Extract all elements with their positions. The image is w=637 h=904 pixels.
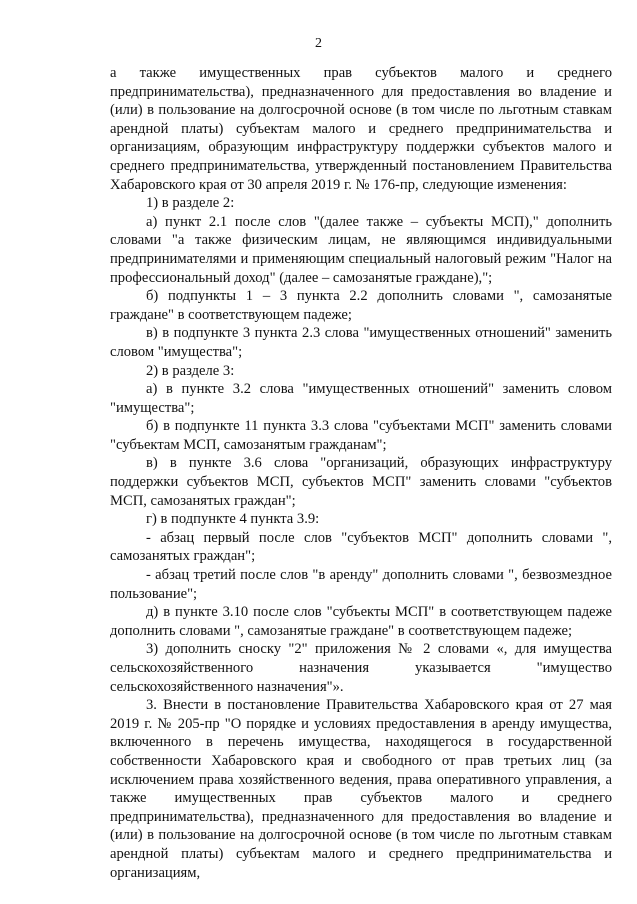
paragraph-item-2-1: а) пункт 2.1 после слов "(далее также – субъекты МСП)," дополнить словами "а также физическим лицам, не являющимся индивидуальными предпринимателями и применяющим специальный налоговый режим "Налог на профессиональный доход" (далее – самозанятые граждане),"; [110, 213, 612, 286]
page-number: 2 [315, 36, 322, 51]
paragraph-point-3: 3. Внести в постановление Правительства Хабаровского края от 27 мая 2019 г. № 205-пр "О порядке и условиях предоставления в аренду имущества, включенного в перечень имущества, находящегося в государственной собственности Хабаровского края и свободного от прав третьих лиц (за исключением права хозяйственного ведения, права оперативного управления, а также имущественных прав субъектов малого и среднего предпринимательства), предназначенного для предоставления во владение и (или) в пользование на долгосрочной основе (в том числе по льготным ставкам арендной платы) субъектам малого и среднего предпринимательства и организациям, [110, 697, 612, 881]
paragraph-item-3-6: в) в пункте 3.6 слова "организаций, образующих инфраструктуру поддержки субъектов МСП, субъектов МСП" заменить словами "субъектов МСП, самозанятых граждан"; [110, 455, 612, 509]
paragraph-item-3-2: а) в пункте 3.2 слова "имущественных отношений" заменить словом "имущества"; [110, 381, 612, 416]
paragraph-item-3-9-third: - абзац третий после слов "в аренду" дополнить словами ", безвозмездное пользование"; [110, 567, 612, 602]
paragraph-continuation: а также имущественных прав субъектов малого и среднего предпринимательства), предназначенного для предоставления во владение и (или) в пользование на долгосрочной основе (в том числе по льготным ставкам арендной платы) субъектам малого и среднего предпринимательства и организациям, образующим инфраструктуру поддержки субъектов малого и среднего предпринимательства, утвержденный постановлением Правительства Хабаровского края от 30 апреля 2019 г. № 176-пр, следующие изменения: [110, 65, 612, 193]
paragraph-item-2-2: б) подпункты 1 – 3 пункта 2.2 дополнить словами ", самозанятые граждане" в соответствующем падеже; [110, 288, 612, 323]
paragraph-item-3-9: г) в подпункте 4 пункта 3.9: [146, 511, 320, 528]
paragraph-item-3-3: б) в подпункте 11 пункта 3.3 слова "субъектами МСП" заменить словами "субъектам МСП, самозанятым гражданам"; [110, 418, 612, 453]
paragraph-item-3-10: д) в пункте 3.10 после слов "субъекты МСП" в соответствующем падеже дополнить словами ", самозанятые граждане" в соответствующем падеже; [110, 604, 612, 639]
paragraph-item-3-9-first: - абзац первый после слов "субъектов МСП" дополнить словами ", самозанятых граждан"; [110, 529, 612, 565]
paragraph-footnote-2: 3) дополнить сноску "2" приложения № 2 словами «, для имущества сельскохозяйственного назначения указывается "имущество сельскохозяйственного назначения"». [110, 641, 612, 695]
document-body [110, 64, 612, 882]
paragraph-item-2-3: в) в подпункте 3 пункта 2.3 слова "имущественных отношений" заменить словом "имущества"; [110, 325, 612, 360]
paragraph-section-3-heading: 2) в разделе 3: [146, 362, 235, 379]
paragraph-section-2-heading: 1) в разделе 2: [146, 195, 235, 212]
